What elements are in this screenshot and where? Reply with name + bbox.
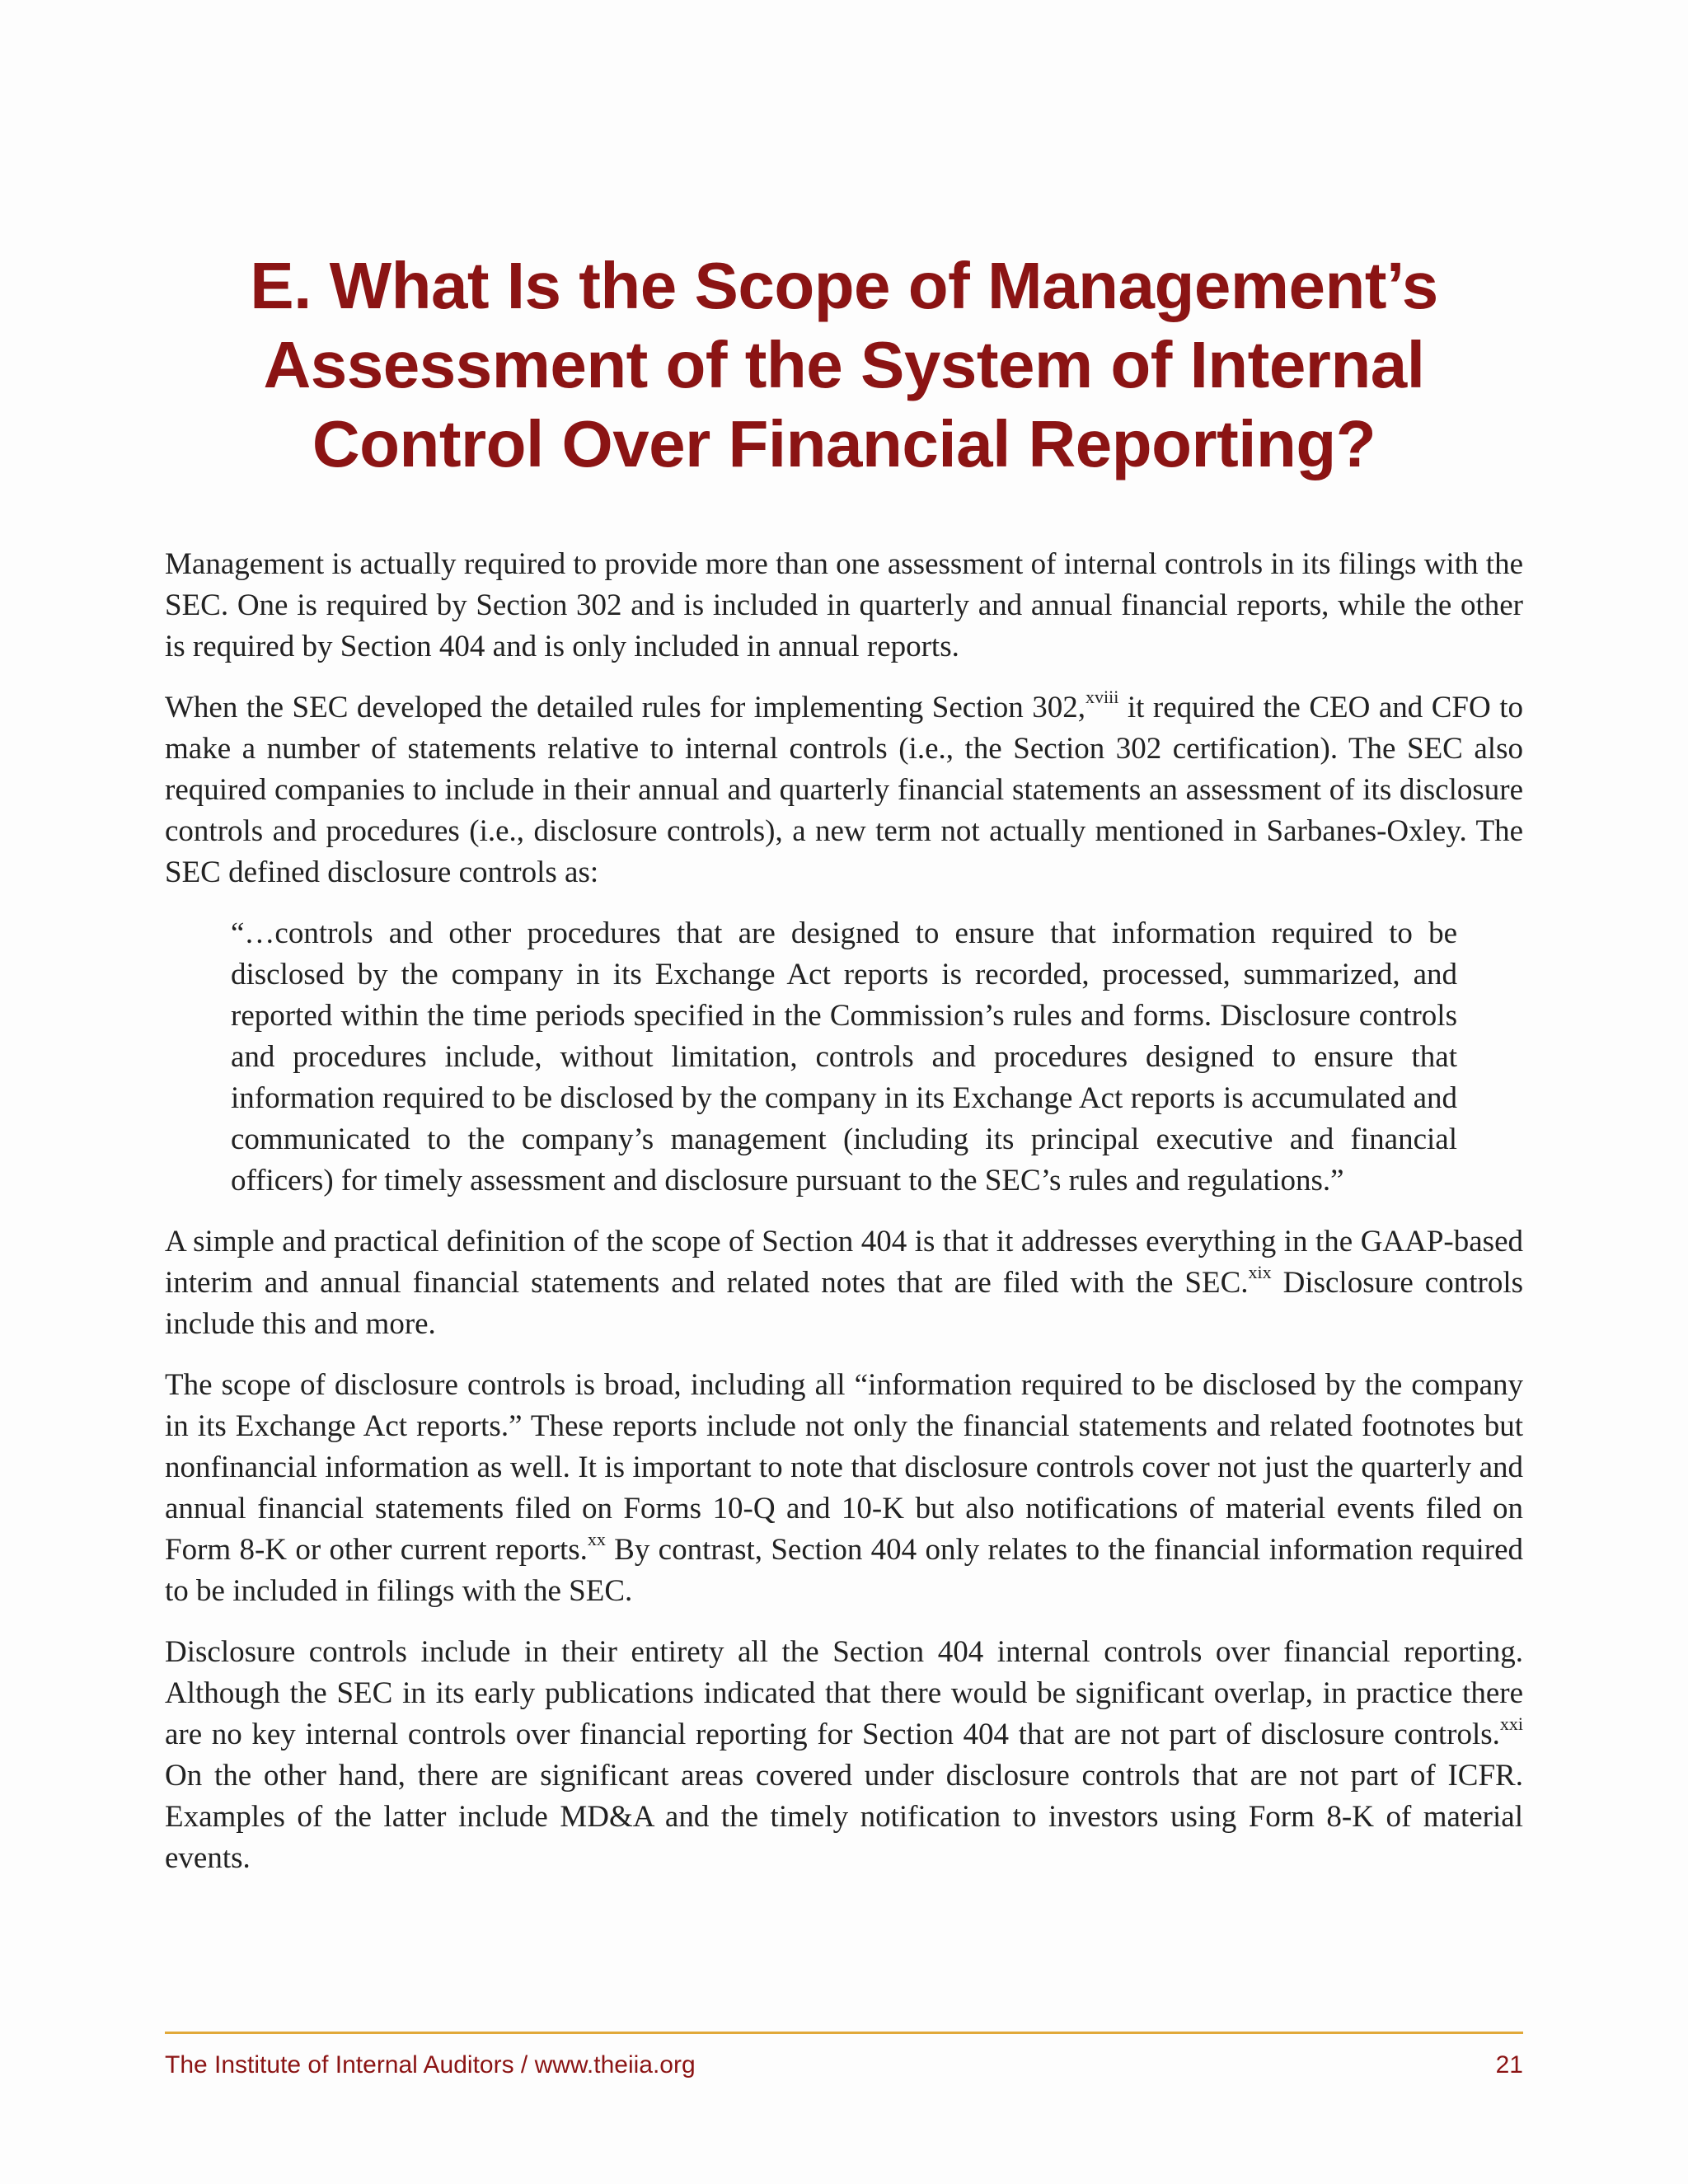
paragraph-4-text-a: The scope of disclosure controls is broad, including all “information required to be disclosed by the company in its Exchange Act reports.” These reports include not only the financial statements and related footnotes but nonfinancial information as well. It is important to note that disclosure controls cover not just the quarterly and annual financial statements filed on Forms 10-Q and 10-K but also notifications of material events filed on Form 8-K or other current reports. <box>165 1368 1523 1567</box>
paragraph-3 <box>165 1221 1523 1345</box>
page-title <box>165 246 1523 484</box>
paragraph-2-text-b: it required the CEO and CFO to make a number of statements relative to internal controls (i.e., the Section 302 certification). The SEC also required companies to include in their annual and quarterly financial statements an assessment of its disclosure controls and procedures (i.e., disclosure controls), a new term not actually mentioned in Sarbanes-Oxley. The SEC defined disclosure controls as: <box>165 691 1523 889</box>
paragraph-4-text-b: By contrast, Section 404 only relates to the financial information required to be included in filings with the SEC. <box>165 1533 1523 1608</box>
paragraph-4 <box>165 1365 1523 1612</box>
body-text <box>165 544 1523 1899</box>
page-number: 21 <box>1495 2051 1523 2079</box>
paragraph-5-text-a: Disclosure controls include in their entirety all the Section 404 internal controls over financial reporting. Although the SEC in its early publications indicated that there would be significant overlap, in practice there are no key internal controls over financial reporting for Section 404 that are not part of disclosure controls. <box>165 1635 1523 1751</box>
block-quote: “…controls and other procedures that are designed to ensure that information required to be disclosed by the company in its Exchange Act reports is recorded, processed, summarized, and reported within the time periods specified in the Commission’s rules and forms. Disclosure controls and procedures include, without limitation, controls and procedures designed to ensure that information required to be disclosed by the company in its Exchange Act reports is accumulated and communicated to the company’s management (including its principal executive and financial officers) for timely assessment and disclosure pursuant to the SEC’s rules and regulations.” <box>231 916 1457 1197</box>
paragraph-5-text-b: On the other hand, there are significant areas covered under disclosure controls that are not part of ICFR. Examples of the latter include MD&A and the timely notification to investors using Form 8-K of material events. <box>165 1759 1523 1875</box>
paragraph-2-text-a: When the SEC developed the detailed rules for implementing Section 302, <box>165 691 1085 724</box>
footnote-ref-xxi: xxi <box>1499 1713 1523 1734</box>
paragraph-5 <box>165 1632 1523 1879</box>
footnote-ref-xx: xx <box>587 1528 606 1549</box>
paragraph-2 <box>165 687 1523 893</box>
footer-organization: The Institute of Internal Auditors / www.theiia.org <box>165 2051 696 2079</box>
paragraph-3-text-b: Disclosure controls include this and more. <box>165 1266 1523 1341</box>
paragraph-1: Management is actually required to provide more than one assessment of internal controls in its filings with the SEC. One is required by Section 302 and is included in quarterly and annual financial reports, while the other is required by Section 404 and is only included in annual reports. <box>165 547 1523 663</box>
footnote-ref-xviii: xviii <box>1085 686 1119 707</box>
footnote-ref-xix: xix <box>1248 1261 1272 1282</box>
footer-divider <box>165 2032 1523 2034</box>
title-line-2: Assessment of the System of Internal <box>263 327 1425 401</box>
paragraph-3-text-a: A simple and practical definition of the scope of Section 404 is that it addresses everything in the GAAP-based interim and annual financial statements and related notes that are filed with the SEC. <box>165 1225 1523 1300</box>
title-line-1: E. What Is the Scope of Management’s <box>250 248 1438 322</box>
title-line-3: Control Over Financial Reporting? <box>312 406 1376 480</box>
